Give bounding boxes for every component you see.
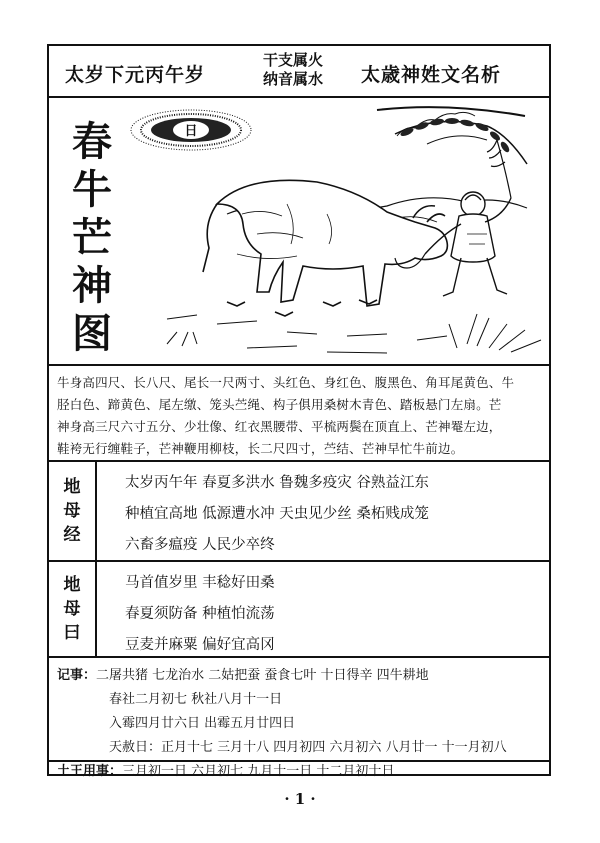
- year-title: 太岁下元丙午岁: [65, 64, 206, 86]
- footer-row: [49, 762, 549, 779]
- verse-line: 马首值岁里 丰稔好田桑: [125, 575, 275, 591]
- verse-line: 种植宜高地 低源遭水冲 天虫见少丝 桑柘贱成笼: [125, 506, 429, 522]
- dimujing-section: [49, 462, 549, 562]
- label-char: 母: [63, 501, 81, 521]
- title-char: 芒: [72, 215, 112, 261]
- title-char: 图: [72, 311, 112, 357]
- page-number: · 1 ·: [284, 790, 316, 808]
- description-line: 神身高三尺六寸五分、少壮像、红衣黑腰带、平梳两鬓在顶直上、芒神罨左边，: [57, 419, 502, 434]
- title-char: 神: [72, 263, 112, 309]
- tuwang-label: 土王用事：: [57, 764, 123, 779]
- dimuri-verses: [125, 568, 275, 661]
- ground: [167, 314, 541, 353]
- description-line: 胫白色、蹄黄色、尾左缴、笼头苎绳、构子俱用桑树木青色、踏板悬门左扇。芒: [57, 397, 502, 412]
- picture-title: [67, 118, 117, 358]
- label-char: 母: [63, 599, 81, 619]
- notes-section: [49, 658, 549, 762]
- verse-line: 春夏须防备 种植怕流荡: [125, 606, 275, 622]
- description-block: [49, 366, 549, 462]
- verse-line: 豆麦并麻粟 偏好宜高冈: [125, 637, 275, 653]
- dimuri-section: [49, 562, 549, 658]
- notes-label: 记事：: [57, 668, 97, 683]
- nayin-element: 纳音属水: [263, 70, 324, 88]
- almanac-frame: [47, 44, 551, 779]
- rice-stalk-icon: [377, 107, 527, 164]
- description-line: 鞋袴无行缠鞋子，芒神鞭用柳枝，长二尺四寸，苎结、芒神早忙牛前边。: [57, 441, 464, 456]
- label-char: 地: [63, 575, 81, 595]
- tuwang-row: [57, 760, 394, 779]
- description-line: 牛身高四尺、长八尺、尾长一尺两寸、头红色、身红色、腹黑色、角耳尾黄色、牛: [57, 375, 515, 390]
- label-char: 曰: [63, 623, 81, 643]
- ox-icon: [203, 180, 447, 316]
- notes-line: 二屠共猪 七龙治水 二姑把蚕 蚕食七叶 十日得辛 四牛耕地: [96, 668, 429, 683]
- dimuri-label: [49, 562, 97, 656]
- header-row: [49, 46, 549, 98]
- sun-char: 日: [184, 124, 198, 139]
- label-char: 经: [63, 525, 81, 545]
- label-char: 地: [63, 477, 81, 497]
- notes-line: 春社二月初七 秋社八月十一日: [109, 692, 283, 707]
- sun-icon: [131, 110, 251, 150]
- dimujing-label: [49, 462, 97, 560]
- element-info: [263, 51, 323, 89]
- ganzhi-element: 干支属火: [263, 51, 324, 69]
- notes-line: 入霉四月廿六日 出霉五月廿四日: [109, 716, 296, 731]
- taisui-name: 太歳神姓文名析: [361, 64, 502, 86]
- title-char: 牛: [72, 167, 112, 213]
- spring-ox-picture: [49, 98, 549, 366]
- dimujing-verses: [125, 468, 429, 561]
- tuwang-dates: 三月初一日 六月初七 九月十一日 十二月初十日: [122, 764, 395, 779]
- verse-line: 六畜多瘟疫 人民少卒终: [125, 537, 275, 553]
- title-char: 春: [72, 119, 112, 165]
- notes-line: 天赦日：正月十七 三月十八 四月初四 六月初六 八月廿一 十一月初八: [109, 740, 507, 755]
- notes-row: [57, 664, 429, 683]
- verse-line: 太岁丙午年 春夏多洪水 鲁魏多疫灾 谷熟益江东: [125, 475, 429, 491]
- ox-illustration: [127, 104, 547, 360]
